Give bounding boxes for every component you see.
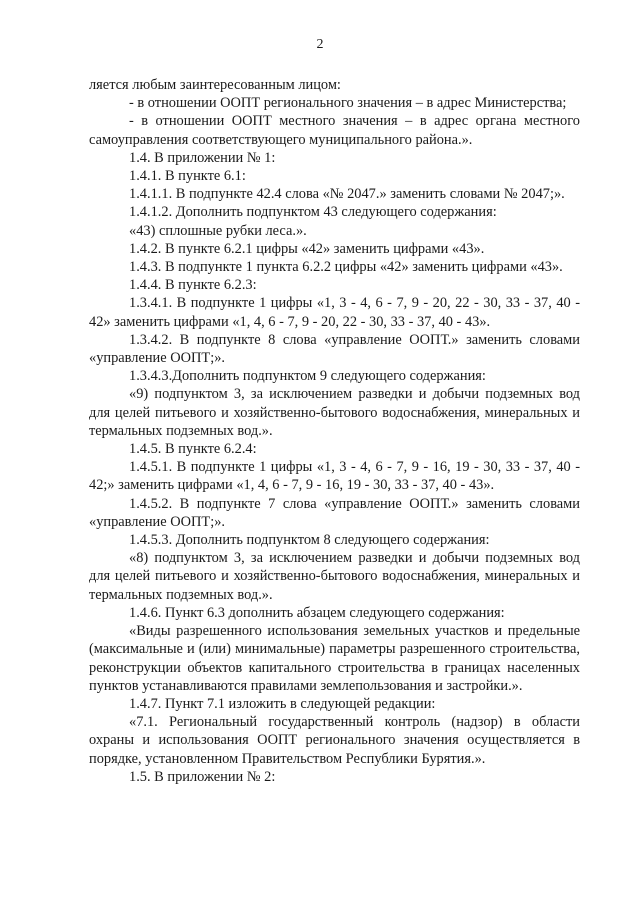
paragraph: 1.4.2. В пункте 6.2.1 цифры «42» заменить цифрами «43».: [129, 240, 485, 257]
paragraph: 1.4.5.1. В подпункте 1 цифры «1, 3 - 4, 6 - 7, 9 - 16, 19 - 30, 33 - 37, 40 - 42;» заменить цифрами «1, 4, 6 - 7, 9 - 16, 19 - 30, 33 - 37, 40 - 43».: [89, 459, 580, 494]
paragraph: 1.4.3. В подпункте 1 пункта 6.2.2 цифры «42» заменить цифрами «43».: [129, 259, 563, 276]
paragraph: 1.4.6. Пункт 6.3 дополнить абзацем следующего содержания:: [129, 604, 505, 621]
paragraph: «9) подпунктом 3, за исключением разведки и добычи подземных вод для целей питьевого и хозяйственно-бытового водоснабжения, минеральных и термальных подземных вод.».: [89, 386, 580, 439]
paragraph: 1.4.5. В пункте 6.2.4:: [129, 441, 257, 458]
paragraph: 1.4.1. В пункте 6.1:: [129, 168, 246, 185]
paragraph: «7.1. Региональный государственный контроль (надзор) в области охраны и использования ООПТ регионального значения осуществляется в порядке, установленном Правительством Республики Бурятия.».: [89, 714, 580, 767]
paragraph: «43) сплошные рубки леса.».: [129, 222, 307, 239]
paragraph: 1.4.1.2. Дополнить подпунктом 43 следующего содержания:: [129, 204, 497, 221]
paragraph: 1.4.5.2. В подпункте 7 слова «управление ООПТ.» заменить словами «управление ООПТ;».: [89, 495, 580, 530]
paragraph: 1.3.4.2. В подпункте 8 слова «управление ООПТ.» заменить словами «управление ООПТ;».: [89, 331, 580, 367]
page-number: 2: [316, 37, 324, 52]
paragraph: ляется любым заинтересованным лицом:: [89, 77, 341, 93]
paragraph: - в отношении ООПТ регионального значения – в адрес Министерства;: [129, 95, 567, 112]
paragraph: 1.4. В приложении № 1:: [129, 149, 276, 166]
paragraph: 1.4.7. Пункт 7.1 изложить в следующей редакции:: [129, 695, 436, 712]
paragraph: 1.4.4. В пункте 6.2.3:: [129, 277, 257, 294]
paragraph: 1.4.5.3. Дополнить подпунктом 8 следующего содержания:: [129, 532, 490, 549]
document-body: [89, 76, 580, 786]
paragraph: «Виды разрешенного использования земельных участков и предельные (максимальные и (или) минимальные) параметры разрешенного строительства, реконструкции объектов капитального строительства в границах населенных пунктов устанавливаются правилами землепользования и застройки.».: [89, 623, 580, 694]
paragraph: 1.4.1.1. В подпункте 42.4 слова «№ 2047.» заменить словами № 2047;».: [129, 186, 565, 203]
paragraph: - в отношении ООПТ местного значения – в адрес органа местного самоуправления соответствующего муниципального района.».: [89, 113, 580, 148]
paragraph: 1.3.4.3.Дополнить подпунктом 9 следующего содержания:: [129, 368, 486, 385]
paragraph: 1.5. В приложении № 2:: [129, 768, 276, 785]
paragraph: 1.3.4.1. В подпункте 1 цифры «1, 3 - 4, 6 - 7, 9 - 20, 22 - 30, 33 - 37, 40 - 42» заменить цифрами «1, 4, 6 - 7, 9 - 20, 22 - 30, 33 - 37, 40 - 43».: [89, 295, 580, 330]
paragraph: «8) подпунктом 3, за исключением разведки и добычи подземных вод для целей питьевого и хозяйственно-бытового водоснабжения, минеральных и термальных подземных вод.».: [89, 550, 580, 603]
